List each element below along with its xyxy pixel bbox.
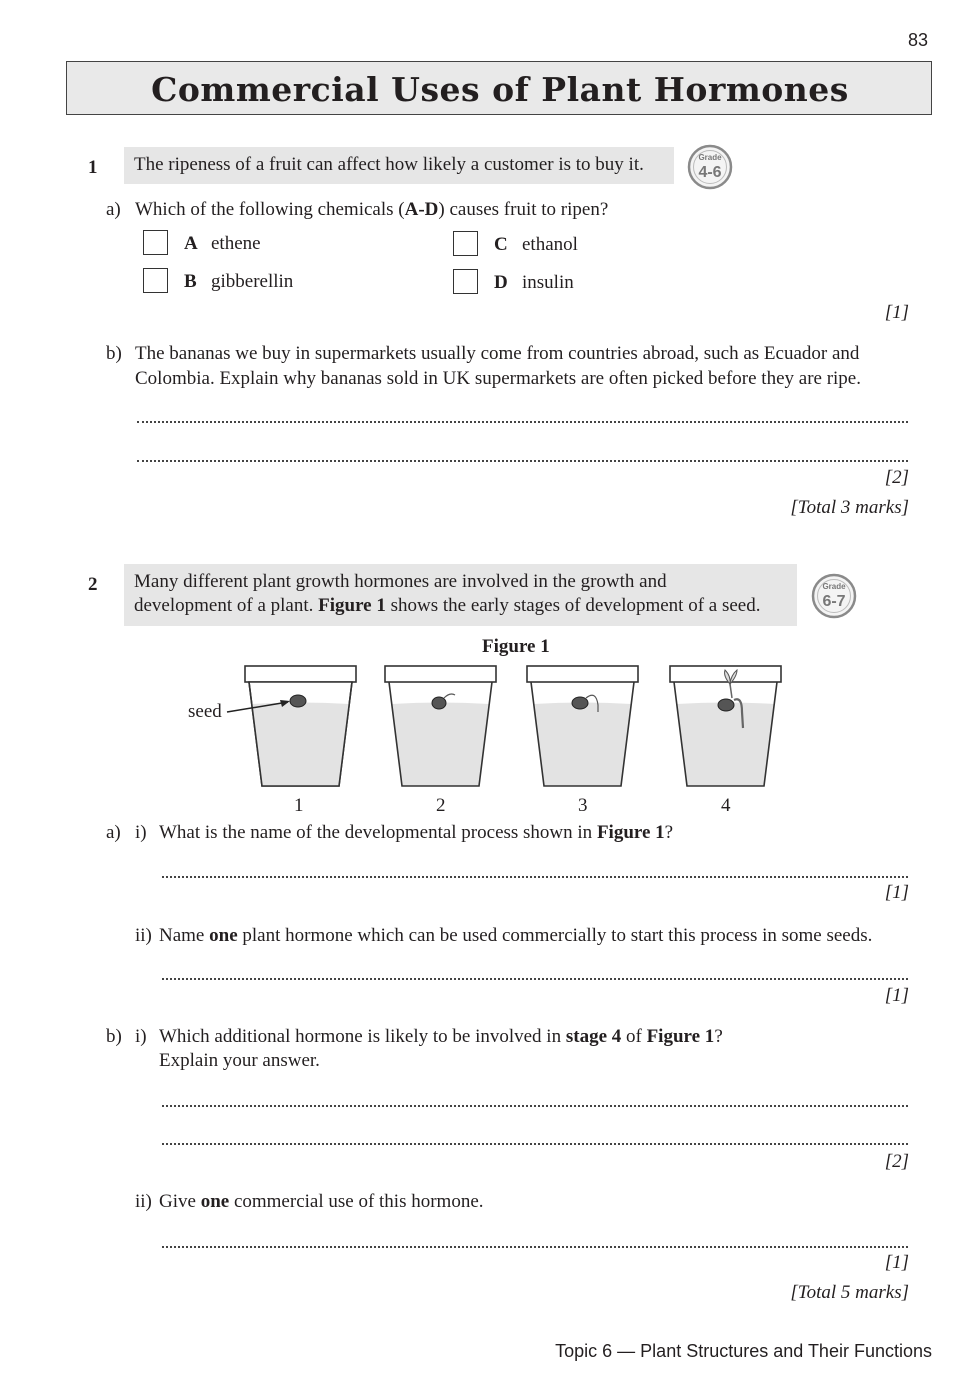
stage-2-label: 2 (436, 795, 446, 816)
q2-total: [Total 5 marks] (790, 1282, 909, 1303)
answer-line-q2bi-1[interactable] (162, 1105, 908, 1107)
grade-badge-label: Grade (698, 153, 722, 162)
stage-1-label: 1 (294, 795, 304, 816)
q2a-label: a) (106, 822, 121, 843)
footer-topic: Topic 6 — Plant Structures and Their Functions (555, 1341, 932, 1361)
q2aii-mark: [1] (884, 985, 909, 1006)
grade-badge-icon (810, 572, 858, 620)
q1a-text: Which of the following chemicals (A-D) causes fruit to ripen? (135, 199, 609, 220)
answer-line-q1b-2[interactable] (137, 460, 908, 462)
q1b-line2: Colombia. Explain why bananas sold in UK supermarkets are often picked before they are ripe. (135, 368, 861, 389)
page-number: 83 (907, 30, 928, 50)
option-d-text: insulin (522, 272, 574, 293)
pot-3 (527, 666, 638, 786)
q2ai-text: What is the name of the developmental process shown in Figure 1? (159, 822, 674, 843)
pot-4 (670, 666, 781, 786)
q2ai-sub: i) (135, 822, 147, 843)
option-d-letter: D (494, 272, 508, 293)
seed-4 (718, 699, 734, 711)
answer-line-q2aii[interactable] (162, 978, 908, 980)
question-1-stem-text: The ripeness of a fruit can affect how likely a customer is to buy it. (134, 154, 644, 175)
checkbox-option-c[interactable] (453, 231, 478, 256)
question-2-number: 2 (88, 574, 98, 595)
seed-1 (290, 695, 306, 707)
q2ai-mark: [1] (884, 882, 909, 903)
option-c-letter: C (494, 234, 508, 255)
seed-label: seed (188, 701, 222, 722)
answer-line-q2bii[interactable] (162, 1246, 908, 1248)
question-2-stem-line1: Many different plant growth hormones are involved in the growth and (134, 571, 667, 592)
seed-3 (572, 697, 588, 709)
q2bii-sub: ii) (135, 1191, 152, 1212)
checkbox-option-d[interactable] (453, 269, 478, 294)
q2bii-text: Give one commercial use of this hormone. (159, 1191, 484, 1212)
title-banner (66, 61, 932, 115)
option-b-letter: B (184, 271, 197, 292)
pot-2 (385, 666, 496, 786)
answer-line-q2bi-2[interactable] (162, 1143, 908, 1145)
figure-1-pots (180, 660, 800, 820)
answer-line-q1b-1[interactable] (137, 421, 908, 423)
grade-badge-6-7 (810, 572, 858, 620)
grade-badge-range: 6-7 (822, 593, 846, 610)
q2bi-text: Which additional hormone is likely to be involved in stage 4 of Figure 1? (159, 1026, 723, 1047)
stage-4-label: 4 (721, 795, 731, 816)
q2bi-mark: [2] (884, 1151, 909, 1172)
grade-badge-label: Grade (822, 582, 846, 591)
grade-badge-4-6 (686, 143, 734, 191)
option-b-text: gibberellin (211, 271, 294, 292)
checkbox-option-a[interactable] (143, 230, 168, 255)
q1a-mark: [1] (884, 302, 909, 323)
q2bi-line2: Explain your answer. (159, 1050, 320, 1071)
grade-badge-icon (686, 143, 734, 191)
option-a-letter: A (184, 233, 198, 254)
figure-1-title: Figure 1 (482, 636, 550, 657)
question-2-stem-line2: development of a plant. Figure 1 shows the early stages of development of a seed. (134, 595, 761, 616)
question-1-stem (124, 147, 674, 184)
q2bi-sub: i) (135, 1026, 147, 1047)
option-a-text: ethene (211, 233, 261, 254)
q1-total: [Total 3 marks] (790, 497, 909, 518)
answer-line-q2ai[interactable] (162, 876, 908, 878)
q2aii-sub: ii) (135, 925, 152, 946)
option-c-text: ethanol (522, 234, 578, 255)
grade-badge-range: 4-6 (698, 164, 722, 181)
q1b-mark: [2] (884, 467, 909, 488)
q1a-label: a) (106, 199, 121, 220)
pot-1 (245, 666, 356, 786)
q1b-label: b) (106, 343, 122, 364)
stage-3-label: 3 (578, 795, 588, 816)
q2aii-text: Name one plant hormone which can be used commercially to start this process in some seeds. (159, 925, 873, 946)
question-1-number: 1 (88, 157, 98, 178)
checkbox-option-b[interactable] (143, 268, 168, 293)
q1b-line1: The bananas we buy in supermarkets usually come from countries abroad, such as Ecuador and (135, 343, 860, 364)
q2bii-mark: [1] (884, 1252, 909, 1273)
page-title: Commercial Uses of Plant Hormones (151, 70, 849, 109)
question-2-stem (124, 564, 797, 626)
q2b-label: b) (106, 1026, 122, 1047)
seed-2 (432, 697, 446, 709)
